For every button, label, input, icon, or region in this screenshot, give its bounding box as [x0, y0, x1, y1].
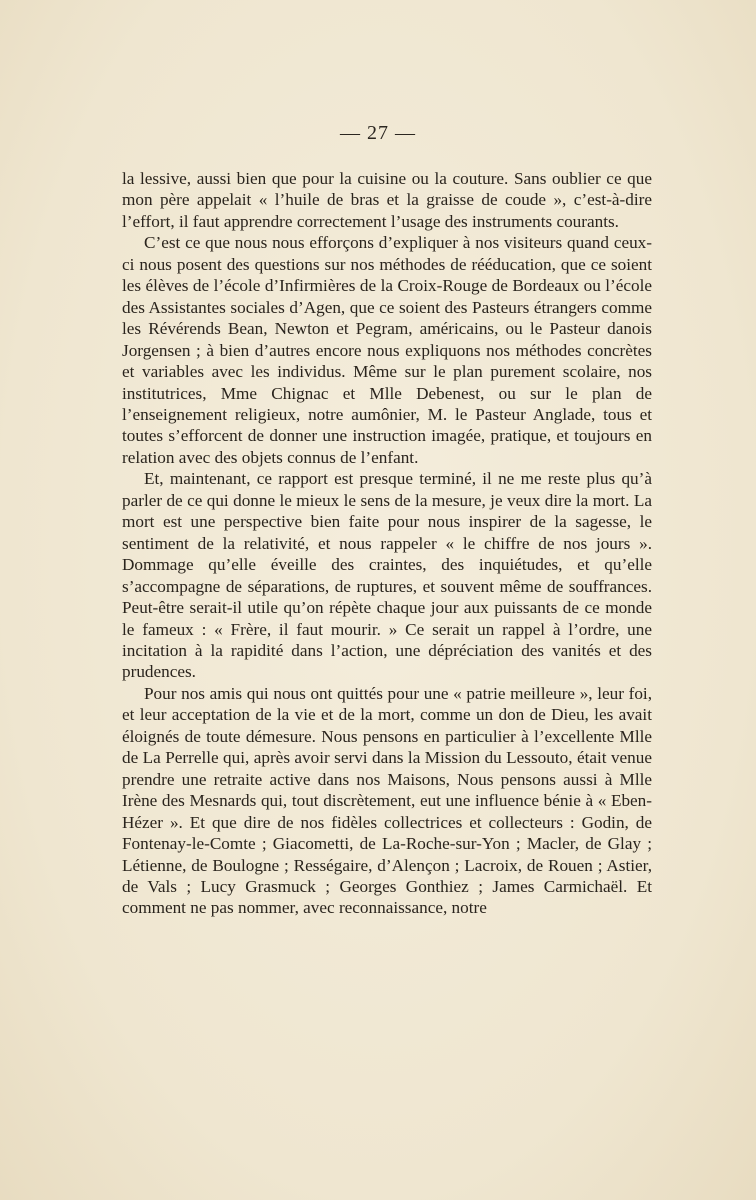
paragraph-3: Et, maintenant, ce rapport est presque terminé, il ne me reste plus qu’à parler de ce qui donne le mieux le sens de la mesure, je veux dire la mort. La mort est une perspective bien faite pour nous inspirer de la sagesse, le sentiment de la relativité, et nous rappeler « le chiffre de nos jours ». Dommage qu’elle éveille des craintes, des inquiétudes, et qu’elle s’accompagne de séparations, de ruptures, et souvent même de souffrances. Peut-être serait-il utile qu’on répète chaque jour aux puissants de ce monde le fameux : « Frère, il faut mourir. » Ce serait un rappel à l’ordre, une incitation à la rapidité dans l’action, une dépréciation des vanités et des prudences.: [122, 469, 652, 682]
paragraph-1: la lessive, aussi bien que pour la cuisine ou la couture. Sans oublier ce que mon père appelait « l’huile de bras et la graisse de coude », c’est-à-dire l’effort, il faut apprendre correctement l’usage des instruments courants.: [122, 169, 652, 231]
paragraph-2: C’est ce que nous nous efforçons d’expliquer à nos visiteurs quand ceux-ci nous posent des questions sur nos méthodes de rééducation, que ce soient les élèves de l’école d’Infirmières de la Croix-Rouge de Bordeaux ou l’école des Assistantes sociales d’Agen, que ce soient des Pasteurs étrangers comme les Révérends Bean, Newton et Pegram, américains, ou le Pasteur danois Jorgensen ; à bien d’autres encore nous expliquons nos méthodes concrètes et variables avec les individus. Même sur le plan purement scolaire, nos institutrices, Mme Chignac et Mlle Debenest, ou sur le plan de l’enseignement religieux, notre aumônier, M. le Pasteur Anglade, tous et toutes s’efforcent de donner une instruction imagée, pratique, et toujours en relation avec des objets connus de l’enfant.: [122, 233, 652, 467]
page-body-text: [122, 168, 652, 919]
page-number: — 27 —: [340, 122, 416, 144]
paragraph-4: Pour nos amis qui nous ont quittés pour une « patrie meilleure », leur foi, et leur acceptation de la vie et de la mort, comme un don de Dieu, les avait éloignés de toute démesure. Nous pensons en particulier à l’excellente Mlle de La Perrelle qui, après avoir servi dans la Mission du Lessouto, était venue prendre une retraite active dans nos Maisons, Nous pensons aussi à Mlle Irène des Mesnards qui, tout discrètement, eut une influence bénie à « Eben-Hézer ». Et que dire de nos fidèles collectrices et collecteurs : Godin, de Fontenay-le-Comte ; Giacometti, de La-Roche-sur-Yon ; Macler, de Glay ; Létienne, de Boulogne ; Rességaire, d’Alençon ; Lacroix, de Rouen ; Astier, de Vals ; Lucy Grasmuck ; Georges Gonthiez ; James Carmichaël. Et comment ne pas nommer, avec reconnaissance, notre: [122, 683, 652, 918]
